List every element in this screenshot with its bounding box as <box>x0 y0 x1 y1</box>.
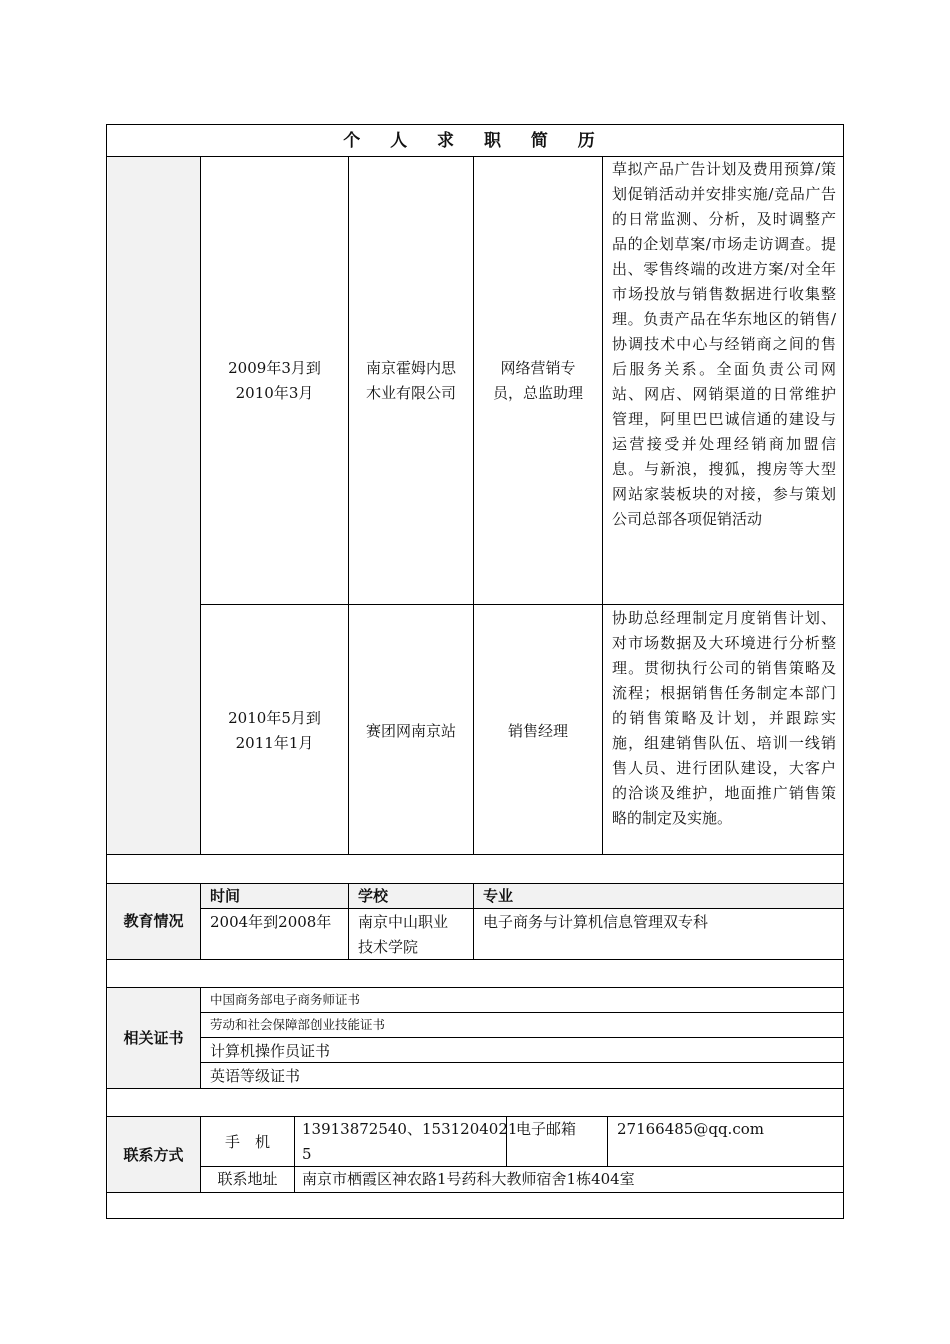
email-value: 27166485@qq.com <box>617 1120 764 1138</box>
work-label-cell <box>108 157 200 854</box>
work-1-company-line2: 木业有限公司 <box>365 384 456 402</box>
work-1-position-line2: 员，总监助理 <box>492 384 583 402</box>
education-header-time: 时间 <box>210 887 241 905</box>
phone-value-line1: 13913872540、1531204021 <box>302 1120 518 1138</box>
certificate-item: 计算机操作员证书 <box>210 1042 331 1060</box>
education-header-row <box>201 884 843 909</box>
work-1-company-line1: 南京霍姆内思 <box>365 359 456 377</box>
certificate-item: 劳动和社会保障部创业技能证书 <box>210 1017 386 1032</box>
certificate-item: 中国商务部电子商务师证书 <box>210 992 361 1007</box>
work-2-position: 销售经理 <box>507 722 568 740</box>
education-header-school: 学校 <box>358 887 389 905</box>
work-1-position-line1: 网络营销专 <box>500 359 576 377</box>
address-value: 南京市栖霞区神农路1号药科大教师宿舍1栋404室 <box>302 1170 635 1188</box>
certificate-item: 英语等级证书 <box>210 1067 301 1085</box>
work-2-company: 赛团网南京站 <box>365 722 456 740</box>
education-time: 2004年到2008年 <box>210 913 332 931</box>
certificates-section-label: 相关证书 <box>123 1029 184 1047</box>
work-1-period-line1: 2009年3月到 <box>228 359 321 377</box>
phone-label: 手 机 <box>224 1133 270 1151</box>
address-label: 联系地址 <box>217 1170 278 1188</box>
education-school-line2: 技术学院 <box>358 938 419 956</box>
education-major: 电子商务与计算机信息管理双专科 <box>483 913 709 931</box>
email-label: 电子邮箱 <box>516 1120 577 1138</box>
work-2-period-line1: 2010年5月到 <box>228 709 321 727</box>
resume-title: 个 人 求 职 简 历 <box>343 131 607 151</box>
education-header-major: 专业 <box>483 887 514 905</box>
work-1-description: 草拟产品广告计划及费用预算/策划促销活动并安排实施/竞品广告的日常监测、分析，及时调整产品的企划草案/市场走访调查。提出、零售终端的改进方案/对全年市场投放与销售数据进行收集整理。负责产品在华东地区的销售/协调技术中心与经销商之间的售后服务关系。全面负责公司网站、网店、网销渠道的日常维护管理，阿里巴巴诚信通的建设与运营接受并处理经销商加盟信息。与新浪，搜狐，搜房等大型网站家装板块的对接，参与策划公司总部各项促销活动 <box>612 160 836 528</box>
work-2-description: 协助总经理制定月度销售计划、对市场数据及大环境进行分析整理。贯彻执行公司的销售策略及流程；根据销售任务制定本部门的销售策略及计划，并跟踪实施，组建销售队伍、培训一线销售人员、进行团队建设，大客户的洽谈及维护，地面推广销售策略的制定及实施。 <box>612 609 836 827</box>
work-2-period-line2: 2011年1月 <box>235 734 314 752</box>
education-section-label: 教育情况 <box>123 912 184 930</box>
contact-section-label: 联系方式 <box>123 1146 184 1164</box>
education-school-line1: 南京中山职业 <box>358 913 449 931</box>
work-1-period-line2: 2010年3月 <box>235 384 314 402</box>
phone-value-line2: 5 <box>302 1145 312 1163</box>
